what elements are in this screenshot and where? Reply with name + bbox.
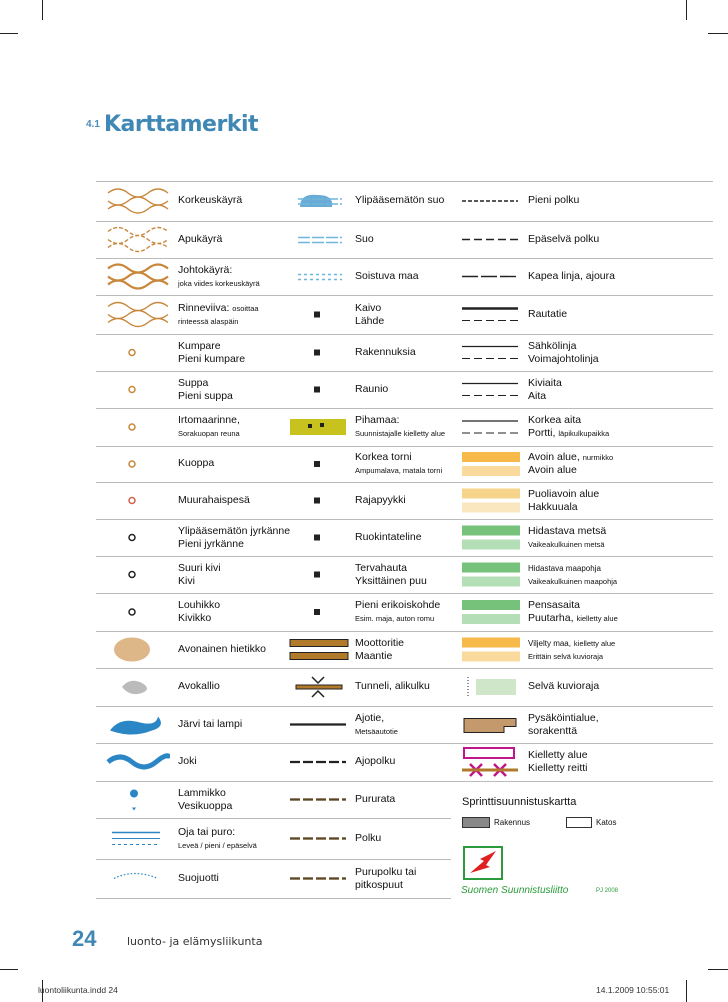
map-symbol xyxy=(104,484,170,517)
legend-main: Pihamaa: xyxy=(355,414,400,426)
map-symbol xyxy=(286,183,352,219)
legend-label xyxy=(178,680,220,693)
map-symbol xyxy=(286,410,352,444)
legend-note: kielletty alue xyxy=(573,638,616,648)
row-rule xyxy=(96,334,713,335)
legend-line2: Pieni suppa xyxy=(178,389,233,402)
legend-label xyxy=(528,194,579,207)
legend-main: Raunio xyxy=(355,382,389,395)
map-symbol xyxy=(458,595,524,629)
row-rule xyxy=(96,371,713,372)
legend-main: Ajotie, xyxy=(355,711,385,724)
legend-main: Pururata xyxy=(355,792,396,805)
legend-sub: rinteessä alaspäin xyxy=(178,316,239,326)
legend-main: Viljelty maa, xyxy=(528,638,571,648)
map-symbol xyxy=(458,670,524,704)
legend-label xyxy=(355,194,444,207)
legend-line2: Vesikuoppa xyxy=(178,799,233,812)
legend-main: Muurahaispesä xyxy=(178,493,250,506)
legend-main: Kaivo xyxy=(355,301,382,314)
legend-label xyxy=(528,451,613,477)
legend-label xyxy=(528,680,599,693)
row-rule xyxy=(96,295,713,296)
legend-label xyxy=(178,562,221,588)
legend-main: Pieni polku xyxy=(528,194,580,206)
map-symbol xyxy=(286,558,352,591)
legend-label xyxy=(178,755,197,768)
katos-swatch xyxy=(566,817,592,828)
crop-mark xyxy=(0,33,18,34)
legend-main: Tunneli, alikulku xyxy=(355,680,430,692)
legend-note: kielletty alue xyxy=(576,614,618,623)
legend-main: Selvä kuvioraja xyxy=(528,680,600,692)
legend-label xyxy=(178,494,250,507)
map-symbol xyxy=(286,223,352,256)
legend-main: Sähkölinja xyxy=(528,339,577,352)
legend-main: Pysäköintialue, xyxy=(528,711,599,724)
map-symbol xyxy=(286,484,352,517)
legend-main: Rajapyykki xyxy=(355,493,406,506)
map-symbol xyxy=(286,633,352,666)
legend-main: Avoin alue, xyxy=(528,451,580,463)
legend-label xyxy=(528,270,615,283)
row-rule xyxy=(96,818,451,819)
legend-main: Kiviaita xyxy=(528,376,562,389)
row-rule xyxy=(96,408,713,409)
legend-label xyxy=(178,718,242,731)
map-symbol xyxy=(458,183,524,219)
legend-label xyxy=(528,308,567,321)
map-symbol xyxy=(286,595,352,629)
legend-line2: Maantie xyxy=(355,649,393,662)
legend-line2: Aita xyxy=(528,389,547,402)
crop-mark xyxy=(686,0,687,20)
map-symbol xyxy=(104,260,170,293)
map-symbol xyxy=(286,745,352,779)
row-rule xyxy=(96,706,713,707)
legend-main: Soistuva maa xyxy=(355,269,419,282)
legend-line2: Pieni jyrkänne xyxy=(178,537,244,550)
legend-sub: Ampumalava, matala torni xyxy=(355,466,443,475)
legend-line2: Pieni kumpare xyxy=(178,352,246,365)
row-rule xyxy=(96,258,713,259)
rakennus-swatch xyxy=(462,817,490,828)
legend-label xyxy=(355,637,404,663)
legend-main: Ajopolku xyxy=(355,755,396,767)
legend-label xyxy=(355,494,406,507)
slug-file: luontoliikunta.indd 24 xyxy=(38,985,118,995)
map-symbol xyxy=(458,297,524,332)
legend-main: Joki xyxy=(178,755,197,767)
crop-mark xyxy=(42,0,43,20)
legend-main: Suo xyxy=(355,232,374,245)
brand-name: Suomen Suunnistusliitto xyxy=(461,885,569,896)
legend-label xyxy=(355,866,416,892)
legend-line2: Yksittäinen puu xyxy=(355,574,427,587)
map-symbol xyxy=(104,223,170,256)
row-rule xyxy=(96,631,713,632)
legend-line2: pitkospuut xyxy=(355,878,403,891)
legend-main: Hidastava maapohja xyxy=(528,563,601,573)
legend-main: Louhikko xyxy=(178,599,221,611)
legend-label xyxy=(528,599,618,625)
map-symbol xyxy=(104,745,170,779)
legend-main: Kuoppa xyxy=(178,457,215,469)
map-symbol xyxy=(104,410,170,444)
legend-line2: Lähde xyxy=(355,314,385,327)
legend-label xyxy=(178,643,266,656)
legend-main: Polku xyxy=(355,831,382,844)
row-rule xyxy=(96,859,451,860)
map-symbol xyxy=(104,336,170,369)
legend-sub: Sorakuopan reuna xyxy=(178,429,240,438)
legend-main: Korkeuskäyrä xyxy=(178,194,243,206)
legend-main: Epäselvä polku xyxy=(528,232,600,245)
crop-mark xyxy=(686,980,687,1002)
legend-label xyxy=(355,302,384,328)
legend-label xyxy=(355,414,445,440)
katos-label: Katos xyxy=(596,818,617,827)
legend-label xyxy=(355,383,388,396)
legend-label xyxy=(528,562,617,588)
legend-main: Irtomaarinne, xyxy=(178,414,240,426)
legend-main: Suuri kivi xyxy=(178,561,221,574)
map-symbol xyxy=(286,708,352,741)
row-rule xyxy=(96,898,451,899)
legend-label xyxy=(178,233,222,246)
legend-label xyxy=(528,749,588,775)
map-symbol xyxy=(458,521,524,554)
legend-main: Johtokäyrä: xyxy=(178,263,233,276)
legend-line2: Portti, xyxy=(528,427,556,439)
legend-label xyxy=(355,451,442,477)
slug-date: 14.1.2009 10:55:01 xyxy=(596,985,670,995)
legend-main: Moottoritie xyxy=(355,636,405,649)
map-symbol xyxy=(104,595,170,629)
row-rule xyxy=(96,556,713,557)
map-symbol xyxy=(104,783,170,816)
legend-label xyxy=(355,793,395,806)
legend-label xyxy=(355,562,427,588)
map-symbol xyxy=(458,484,524,517)
legend-main: Purupolku tai xyxy=(355,865,417,878)
legend-main: Rautatie xyxy=(528,307,568,320)
legend-main: Apukäyrä xyxy=(178,232,223,245)
legend-line2: Avoin alue xyxy=(528,464,577,476)
legend-main: Tervahauta xyxy=(355,561,407,574)
sprint-title: Sprinttisuunnistuskartta xyxy=(462,796,577,808)
row-rule xyxy=(96,743,713,744)
row-rule xyxy=(96,482,713,483)
legend-label xyxy=(528,525,606,551)
legend-main: Korkea torni xyxy=(355,451,412,463)
legend-label xyxy=(528,488,599,514)
legend-sub: Leveä / pieni / epäselvä xyxy=(178,840,257,850)
map-symbol xyxy=(104,373,170,406)
row-rule xyxy=(96,593,713,594)
row-rule xyxy=(96,181,713,182)
map-symbol xyxy=(104,448,170,480)
map-symbol xyxy=(458,558,524,591)
legend-main: Pensasaita xyxy=(528,599,580,611)
map-symbol xyxy=(286,861,352,896)
legend-line2: Hakkuuala xyxy=(528,500,578,513)
legend-main: Avonainen hietikko xyxy=(178,642,266,655)
map-symbol xyxy=(286,260,352,293)
legend-sub: Erittäin selvä kuvioraja xyxy=(528,651,604,661)
legend-label xyxy=(178,264,260,290)
map-symbol xyxy=(286,820,352,857)
row-rule xyxy=(96,519,713,520)
legend-label xyxy=(355,270,419,283)
map-symbol xyxy=(458,410,524,444)
map-symbol xyxy=(286,336,352,369)
legend-note: osoittaa xyxy=(232,303,259,313)
legend-label xyxy=(355,531,422,544)
map-symbol xyxy=(458,448,524,480)
crop-mark xyxy=(0,969,18,970)
map-symbol xyxy=(286,373,352,406)
legend-main: Kumpare xyxy=(178,339,221,352)
legend-main: Puoliavoin alue xyxy=(528,487,600,500)
map-symbol xyxy=(104,297,170,332)
map-symbol xyxy=(286,783,352,816)
map-symbol xyxy=(104,183,170,219)
map-symbol xyxy=(104,633,170,666)
legend-line2: Kielletty reitti xyxy=(528,762,588,774)
legend-main: Rinneviiva: xyxy=(178,301,230,314)
map-symbol xyxy=(458,260,524,293)
map-symbol xyxy=(286,297,352,332)
legend-line2: Kivikko xyxy=(178,612,212,624)
legend-main: Avokallio xyxy=(178,680,220,692)
map-symbol xyxy=(458,708,524,741)
legend-label xyxy=(528,712,599,738)
legend-main: Suppa xyxy=(178,376,209,389)
row-rule xyxy=(96,781,713,782)
section-number: 4.1 xyxy=(86,119,100,130)
legend-sub: joka viides korkeuskäyrä xyxy=(178,278,260,288)
legend-line2: Kivi xyxy=(178,574,195,587)
map-symbol xyxy=(104,861,170,896)
legend-main: Lammikko xyxy=(178,786,226,799)
legend-main: Kielletty alue xyxy=(528,749,588,761)
map-symbol xyxy=(104,708,170,741)
legend-label xyxy=(528,414,609,440)
legend-sub: Vaikeakulkuinen metsä xyxy=(528,539,605,549)
page-number: 24 xyxy=(72,926,97,951)
map-symbol xyxy=(104,820,170,857)
legend-label xyxy=(178,872,219,885)
page-title: Karttamerkit xyxy=(104,112,259,137)
legend-label xyxy=(178,414,240,440)
legend-label xyxy=(355,346,416,359)
legend-line2: Puutarha, xyxy=(528,612,574,624)
legend-label xyxy=(528,377,562,403)
legend-label xyxy=(178,599,220,625)
map-symbol xyxy=(458,745,524,779)
map-symbol xyxy=(286,521,352,554)
legend-label xyxy=(178,457,214,470)
legend-label xyxy=(528,637,615,663)
legend-label xyxy=(355,712,398,738)
legend-main: Kapea linja, ajoura xyxy=(528,269,615,282)
legend-label xyxy=(178,826,257,852)
federation-logo xyxy=(462,845,506,881)
legend-line2: sorakenttä xyxy=(528,724,578,737)
legend-main: Järvi tai lampi xyxy=(178,717,243,730)
legend-line2: Voimajohtolinja xyxy=(528,352,599,365)
map-symbol xyxy=(458,373,524,406)
row-rule xyxy=(96,446,713,447)
map-symbol xyxy=(286,448,352,480)
running-title: luonto- ja elämysliikunta xyxy=(127,935,263,948)
map-symbol xyxy=(104,670,170,704)
legend-sub: Suunnistajalle kielletty alue xyxy=(355,429,446,438)
legend-note: läpikulkupaikka xyxy=(558,429,610,438)
legend-label xyxy=(178,194,242,207)
rakennus-label: Rakennus xyxy=(494,818,531,827)
legend-sub: Vaikeakulkuinen maapohja xyxy=(528,576,618,586)
legend-label xyxy=(178,377,233,403)
legend-main: Hidastava metsä xyxy=(528,524,607,537)
crop-mark xyxy=(708,969,728,970)
legend-label xyxy=(528,233,599,246)
legend-main: Oja tai puro: xyxy=(178,825,236,838)
map-symbol xyxy=(458,336,524,369)
map-symbol xyxy=(104,558,170,591)
legend-main: Ylipääsemätön jyrkänne xyxy=(178,524,291,537)
map-symbol xyxy=(458,633,524,666)
legend-main: Ylipääsemätön suo xyxy=(355,194,445,206)
legend-main: Pieni erikoiskohde xyxy=(355,599,441,611)
row-rule xyxy=(96,668,713,669)
legend-main: Ruokintateline xyxy=(355,530,422,543)
map-symbol xyxy=(104,521,170,554)
legend-label xyxy=(355,832,381,845)
legend-label xyxy=(355,599,440,625)
brand-credit: PJ 2008 xyxy=(596,888,619,894)
legend-main: Korkea aita xyxy=(528,414,582,426)
legend-main: Rakennuksia xyxy=(355,345,416,358)
row-rule xyxy=(96,221,713,222)
legend-sub: Metsäautotie xyxy=(355,726,398,736)
legend-label xyxy=(355,680,430,693)
legend-main: Suojuotti xyxy=(178,871,219,884)
legend-label xyxy=(178,302,259,328)
legend-label xyxy=(355,233,374,246)
crop-mark xyxy=(708,33,728,34)
map-symbol xyxy=(458,223,524,256)
legend-label xyxy=(178,787,232,813)
map-symbol xyxy=(286,670,352,704)
legend-label xyxy=(355,755,395,768)
legend-label xyxy=(178,340,245,366)
legend-note: nurmikko xyxy=(582,453,614,462)
legend-label xyxy=(528,340,599,366)
legend-label xyxy=(178,525,290,551)
legend-sub: Esim. maja, auton romu xyxy=(355,614,435,623)
